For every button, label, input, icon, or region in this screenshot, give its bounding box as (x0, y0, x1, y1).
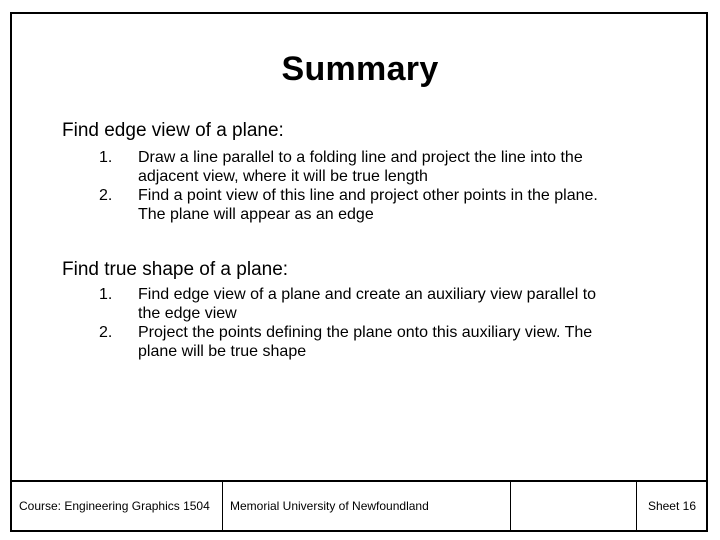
list-item (62, 186, 682, 224)
footer-sheet-cell (636, 482, 706, 530)
footer-sheet: Sheet 16 (647, 499, 696, 513)
step-text-line: plane will be true shape (138, 343, 307, 360)
step-text-line: Project the points defining the plane onto this auxiliary view. The (138, 324, 593, 341)
step-text-line: The plane will appear as an edge (138, 206, 374, 223)
step-number: 1. (99, 286, 113, 303)
step-text-line: the edge view (138, 305, 237, 322)
list-item (62, 148, 682, 186)
step-text-line: Draw a line parallel to a folding line and project the line into the (138, 149, 583, 166)
step-text-line: Find edge view of a plane and create an auxiliary view parallel to (138, 286, 597, 303)
step-list (62, 148, 682, 224)
section-edge-view (62, 120, 682, 224)
slide-footer (12, 480, 706, 530)
list-item (62, 285, 682, 323)
section-heading: Find edge view of a plane: (62, 120, 284, 141)
step-number: 2. (99, 187, 113, 204)
footer-empty-cell (510, 482, 636, 530)
list-item (62, 323, 682, 361)
slide-title: Summary (281, 50, 439, 88)
step-number: 2. (99, 324, 113, 341)
footer-university-cell (222, 482, 510, 530)
step-text-line: adjacent view, where it will be true length (138, 168, 428, 185)
footer-course: Course: Engineering Graphics 1504 (19, 499, 210, 513)
step-number: 1. (99, 149, 113, 166)
step-list (62, 285, 682, 361)
footer-university: Memorial University of Newfoundland (230, 499, 429, 513)
section-heading: Find true shape of a plane: (62, 259, 289, 280)
section-true-shape (62, 259, 682, 361)
footer-course-cell (12, 482, 222, 530)
step-text-line: Find a point view of this line and project other points in the plane. (138, 187, 598, 204)
